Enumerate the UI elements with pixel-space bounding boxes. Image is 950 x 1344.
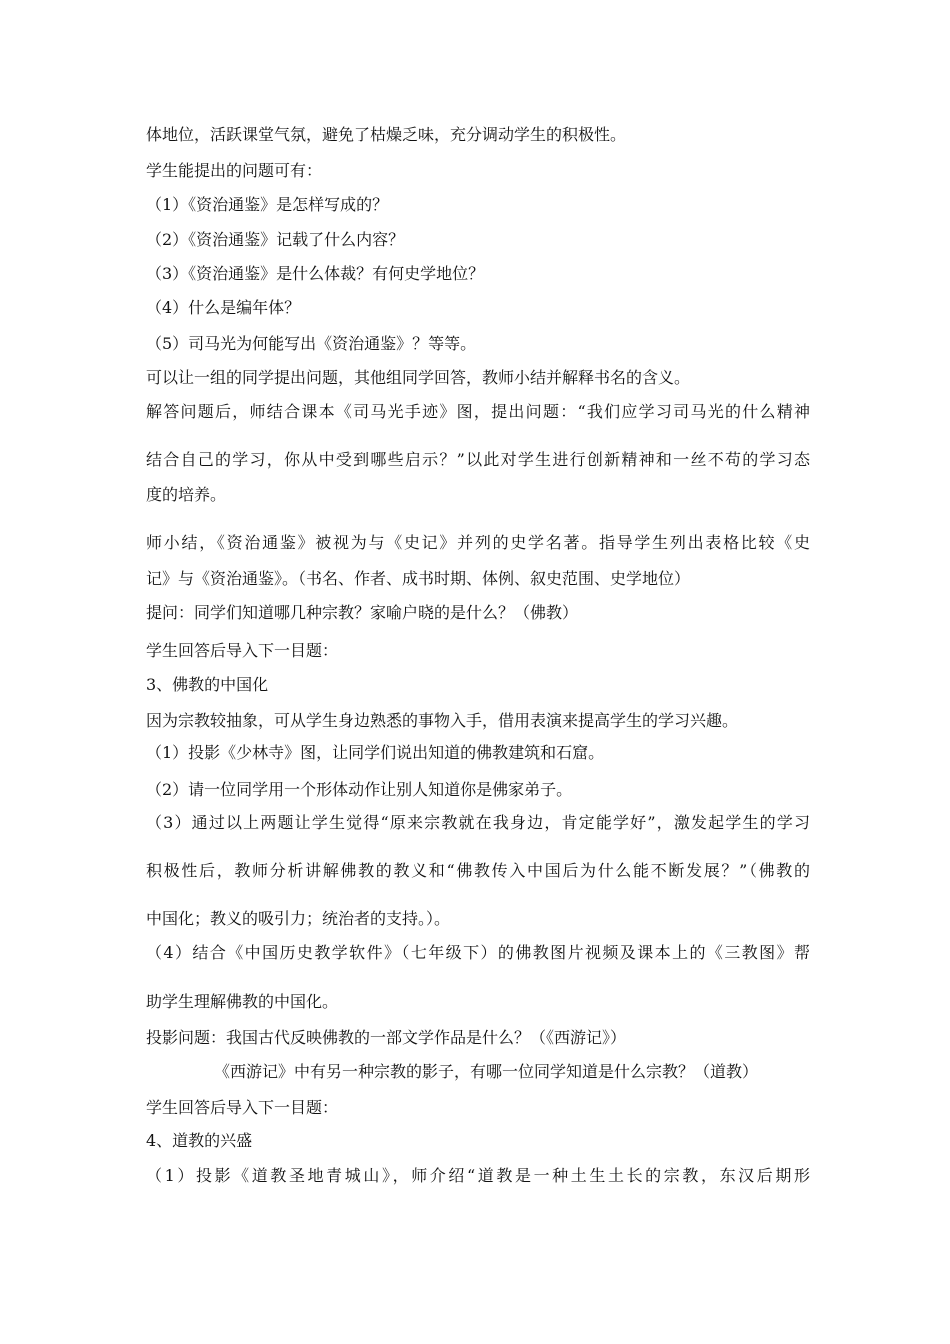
list-item: （1）投影《少林寺》图，让同学们说出知道的佛教建筑和石窟。 — [146, 743, 605, 762]
paragraph-line: 助学生理解佛教的中国化。 — [146, 992, 339, 1011]
paragraph-line: 记》与《资治通鉴》。（书名、作者、成书时期、体例、叙史范围、史学地位） — [146, 569, 691, 588]
paragraph-line: 可以让一组的同学提出问题，其他组同学回答，教师小结并解释书名的含义。 — [146, 368, 691, 387]
paragraph-line: 《西游记》中有另一种宗教的影子，有哪一位同学知道是什么宗教？（道教） — [214, 1062, 759, 1081]
list-item: （1）投影《道教圣地青城山》，师介绍“道教是一种土生土长的宗教，东汉后期形 — [146, 1166, 810, 1185]
paragraph-line: 师小结，《资治通鉴》被视为与《史记》并列的史学名著。指导学生列出表格比较《史 — [146, 533, 810, 552]
list-item: （3）通过以上两题让学生觉得“原来宗教就在我身边，肯定能学好”，激发起学生的学习 — [146, 813, 810, 832]
question-item: （3）《资治通鉴》是什么体裁？有何史学地位？ — [146, 264, 485, 283]
paragraph-line: 学生回答后导入下一目题： — [146, 1098, 339, 1117]
paragraph-line: 结合自己的学习，你从中受到哪些启示？”以此对学生进行创新精神和一丝不苟的学习态 — [146, 450, 810, 469]
paragraph-line: 度的培养。 — [146, 485, 227, 504]
question-item: （5）司马光为何能写出《资治通鉴》？等等。 — [146, 334, 477, 353]
list-item: （4）结合《中国历史教学软件》（七年级下）的佛教图片视频及课本上的《三教图》帮 — [146, 943, 810, 962]
question-item: （2）《资治通鉴》记载了什么内容？ — [146, 230, 405, 249]
paragraph-line: 解答问题后，师结合课本《司马光手迹》图，提出问题：“我们应学习司马光的什么精神 — [146, 402, 810, 421]
question-item: （1）《资治通鉴》是怎样写成的？ — [146, 195, 389, 214]
paragraph-line: 投影问题：我国古代反映佛教的一部文学作品是什么？（《西游记》） — [146, 1028, 627, 1047]
paragraph-line: 中国化；教义的吸引力；统治者的支持。）。 — [146, 909, 451, 928]
paragraph-line: 积极性后，教师分析讲解佛教的教义和“佛教传入中国后为什么能不断发展？”（佛教的 — [146, 861, 810, 880]
paragraph-line: 体地位，活跃课堂气氛，避免了枯燥乏味，充分调动学生的积极性。 — [146, 125, 627, 144]
paragraph-line: 学生能提出的问题可有： — [146, 161, 323, 180]
paragraph-line: 提问：同学们知道哪几种宗教？家喻户晓的是什么？（佛教） — [146, 603, 579, 622]
section-heading: 3、佛教的中国化 — [146, 675, 269, 694]
paragraph-line: 因为宗教较抽象，可从学生身边熟悉的事物入手，借用表演来提高学生的学习兴趣。 — [146, 711, 739, 730]
paragraph-line: 学生回答后导入下一目题： — [146, 641, 339, 660]
section-heading: 4、道教的兴盛 — [146, 1131, 253, 1150]
question-item: （4）什么是编年体？ — [146, 298, 301, 317]
list-item: （2）请一位同学用一个形体动作让别人知道你是佛家弟子。 — [146, 780, 573, 799]
